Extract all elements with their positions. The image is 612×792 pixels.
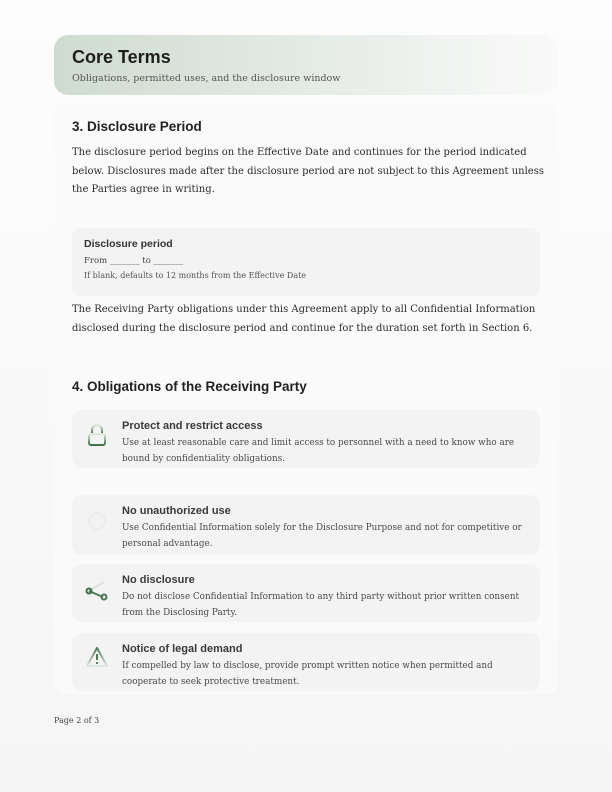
section-paragraph: The disclosure period begins on the Effective Date and continues for the period indicated below. Disclosures made after the disclosure period are not subject to this Agreement unless the Parties agree in writing.: [72, 147, 544, 195]
obligation-card: [72, 410, 540, 468]
field-hint: If blank, defaults to 12 months from the Effective Date: [84, 271, 307, 280]
section-heading: 4. Obligations of the Receiving Party: [72, 379, 307, 394]
lock-icon: [84, 422, 110, 448]
circle-icon: [84, 507, 110, 533]
section-paragraph: The Receiving Party obligations under this Agreement apply to all Confidential Information disclosed during the disclosure period and continue for the duration set forth in Section 6.: [72, 304, 536, 334]
page-subtitle: Obligations, permitted uses, and the disclosure window: [72, 73, 341, 84]
obligation-description: Use Confidential Information solely for the Disclosure Purpose and not for competitive or personal advantage.: [122, 523, 522, 549]
obligation-title: Notice of legal demand: [122, 643, 243, 655]
page-title: Core Terms: [72, 47, 171, 67]
obligation-title: Protect and restrict access: [122, 420, 263, 432]
obligation-card: [72, 564, 540, 622]
date-range-blanks[interactable]: From _______ to _______: [84, 256, 184, 266]
obligation-title: No disclosure: [122, 574, 195, 586]
obligation-card: [72, 633, 540, 691]
field-label: Disclosure period: [84, 238, 173, 250]
obligation-card: [72, 495, 540, 555]
disclosure-period-field[interactable]: [72, 228, 540, 296]
obligation-description: If compelled by law to disclose, provide prompt written notice when permitted and cooperate to seek protective treatment.: [122, 661, 493, 687]
obligation-title: No unauthorized use: [122, 505, 231, 517]
section-disclosure-period: [54, 103, 558, 355]
obligation-description: Use at least reasonable care and limit access to personnel with a need to know who are bound by confidentiality obligations.: [122, 438, 515, 464]
page-number: Page 2 of 3: [54, 716, 100, 725]
page-header: [54, 35, 558, 95]
warning-icon: [84, 645, 110, 671]
section-obligations: [54, 362, 558, 694]
section-heading: 3. Disclosure Period: [72, 119, 202, 134]
obligation-description: Do not disclose Confidential Information to any third party without prior written consent from the Disclosing Party.: [122, 592, 520, 618]
share-icon: [84, 576, 110, 602]
